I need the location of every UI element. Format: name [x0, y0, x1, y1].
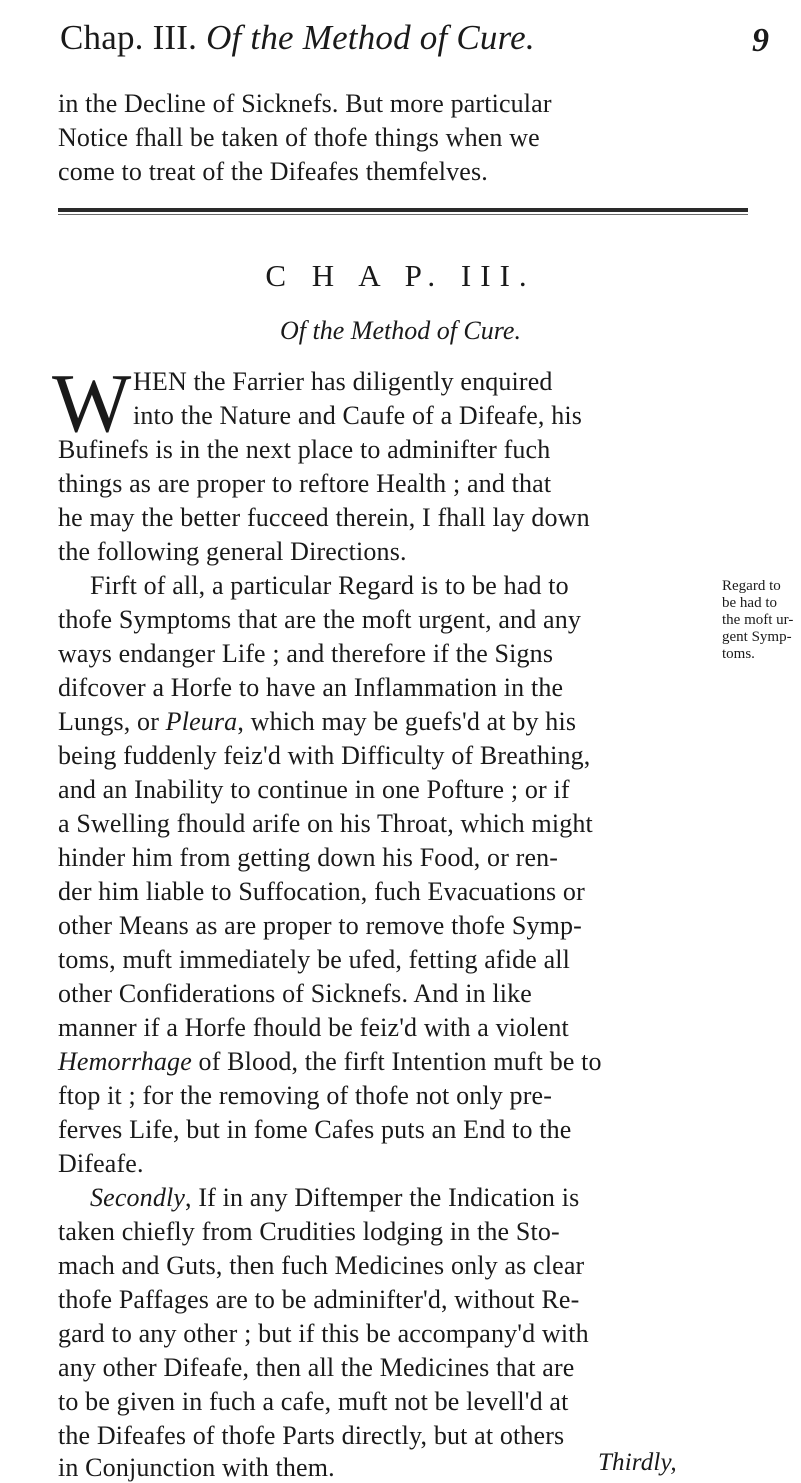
intro-line-1: in the Decline of Sicknefs. But more particular	[58, 89, 552, 118]
section-rule	[58, 208, 748, 212]
body-line: in Conjunction with them.	[58, 1453, 335, 1482]
margin-note-line: the moft ur-	[722, 612, 794, 628]
body-line: hinder him from getting down his Food, or ren-	[58, 843, 559, 872]
body-line: manner if a Horfe fhould be feiz'd with a violent	[58, 1013, 569, 1042]
body-line: difcover a Horfe to have an Inflammation in the	[58, 673, 564, 702]
italic-word: Secondly	[90, 1183, 186, 1212]
page-number: 9	[752, 22, 769, 59]
margin-note-line: be had to	[722, 595, 777, 611]
body-line: mach and Guts, then fuch Medicines only as clear	[58, 1251, 585, 1280]
drop-cap: W	[52, 357, 132, 450]
body-line: Difeafe.	[58, 1149, 144, 1178]
body-line: things as are proper to reftore Health ; and that	[58, 469, 552, 498]
running-head-title: Of the Method of Cure.	[206, 18, 535, 57]
body-line: Bufinefs is in the next place to adminifter fuch	[58, 435, 551, 464]
chapter-subtitle: Of the Method of Cure.	[280, 316, 521, 345]
body-line: Hemorrhage of Blood, the firft Intention muft be to	[58, 1047, 602, 1076]
catchword: Thirdly,	[598, 1449, 677, 1476]
body-line: thofe Paffages are to be adminifter'd, without Re-	[58, 1285, 580, 1314]
intro-line-3: come to treat of the Difeafes themfelves.	[58, 157, 488, 186]
body-line: being fuddenly feiz'd with Difficulty of Breathing,	[58, 741, 591, 770]
running-head-chapter: Chap. III.	[60, 18, 198, 57]
body-line: to be given in fuch a cafe, muft not be levell'd at	[58, 1387, 569, 1416]
body-line: Lungs, or Pleura, which may be guefs'd at by his	[58, 707, 577, 736]
section-rule-thin	[58, 214, 748, 215]
first-line-2: into the Nature and Caufe of a Difeafe, his	[133, 401, 582, 430]
body-line: toms, muft immediately be ufed, fetting afide all	[58, 945, 571, 974]
body-line: a Swelling fhould arife on his Throat, which might	[58, 809, 593, 838]
body-line: other Means as are proper to remove thofe Symp-	[58, 911, 582, 940]
body-line: the following general Directions.	[58, 537, 407, 566]
body-line: der him liable to Suffocation, fuch Evacuations or	[58, 877, 585, 906]
first-line-1: HEN the Farrier has diligently enquired	[133, 367, 553, 396]
body-line: ferves Life, but in fome Cafes puts an End to the	[58, 1115, 572, 1144]
body-line: any other Difeafe, then all the Medicines that are	[58, 1353, 575, 1382]
body-line: taken chiefly from Crudities lodging in the Sto-	[58, 1217, 560, 1246]
body-line: Secondly, If in any Diftemper the Indication is	[90, 1183, 580, 1212]
body-line: Firft of all, a particular Regard is to be had to	[90, 571, 569, 600]
intro-line-2: Notice fhall be taken of thofe things when we	[58, 123, 540, 152]
chapter-title: C H A P. III.	[265, 258, 536, 293]
running-head	[60, 18, 535, 58]
body-line: gard to any other ; but if this be accompany'd with	[58, 1319, 589, 1348]
body-line: he may the better fucceed therein, I fhall lay down	[58, 503, 590, 532]
body-line: other Confiderations of Sicknefs. And in like	[58, 979, 532, 1008]
body-line: and an Inability to continue in one Pofture ; or if	[58, 775, 570, 804]
margin-note-line: toms.	[722, 646, 755, 662]
body-line: ftop it ; for the removing of thofe not only pre-	[58, 1081, 553, 1110]
italic-word: Hemorrhage	[58, 1047, 192, 1076]
body-line: the Difeafes of thofe Parts directly, but at others	[58, 1421, 565, 1450]
margin-note-line: Regard to	[722, 578, 781, 594]
body-line: thofe Symptoms that are the moft urgent, and any	[58, 605, 581, 634]
margin-note-line: gent Symp-	[722, 629, 792, 645]
italic-word: Pleura	[165, 707, 238, 736]
body-line: ways endanger Life ; and therefore if the Signs	[58, 639, 554, 668]
